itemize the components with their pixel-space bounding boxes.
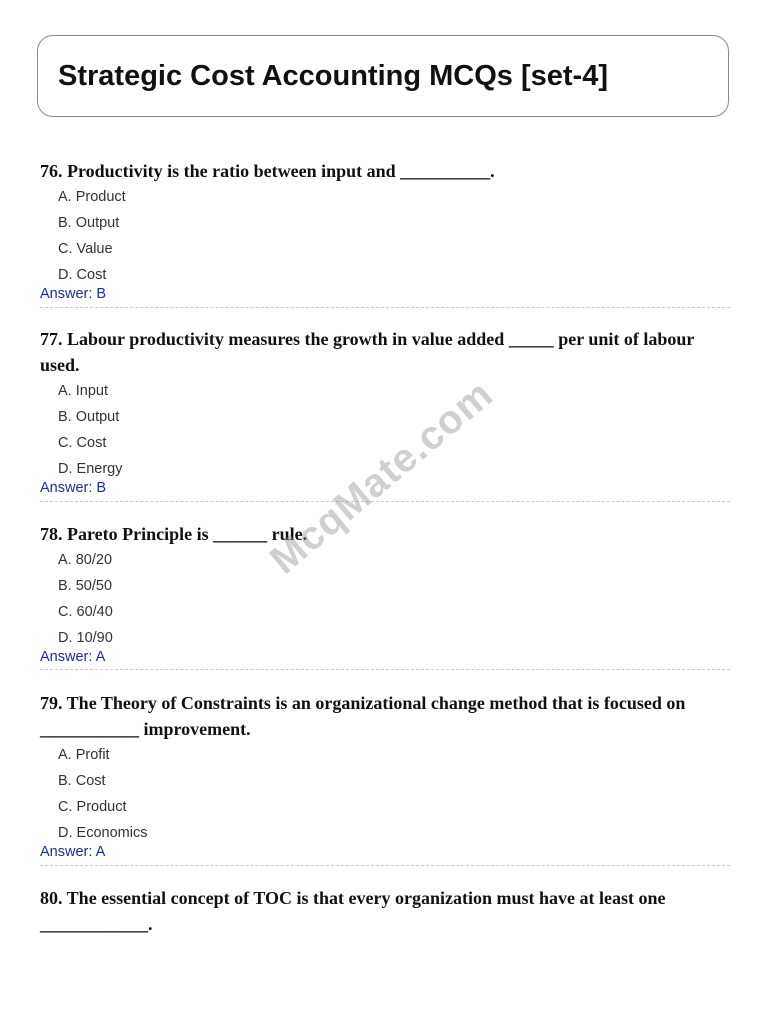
option: C. 60/40: [58, 604, 113, 620]
answer: Answer: B: [40, 286, 107, 302]
option: B. Output: [58, 409, 120, 425]
option: C. Cost: [58, 435, 107, 451]
option: A. Product: [58, 189, 126, 205]
option: A. Profit: [58, 747, 110, 763]
option: D. 10/90: [58, 630, 113, 646]
question-block: [40, 690, 730, 866]
page-title: Strategic Cost Accounting MCQs [set-4]: [58, 60, 608, 92]
option: D. Cost: [58, 267, 107, 283]
answer: Answer: A: [40, 649, 106, 665]
question-block: [40, 521, 730, 670]
option: D. Economics: [58, 825, 148, 841]
watermark: McqMate.com: [262, 371, 502, 583]
option: C. Product: [58, 799, 127, 815]
answer: Answer: A: [40, 844, 106, 860]
question-text: 76. Productivity is the ratio between input and __________.: [40, 161, 495, 181]
question-text: 77. Labour productivity measures the growth in value added _____ per unit of labour used.: [40, 329, 695, 375]
question-block: [40, 885, 730, 945]
option: A. Input: [58, 383, 108, 399]
question-text: 80. The essential concept of TOC is that every organization must have at least one ____________.: [40, 888, 666, 934]
question-block: [40, 158, 730, 308]
answer: Answer: B: [40, 480, 107, 496]
option: C. Value: [58, 241, 113, 257]
question-text: 78. Pareto Principle is ______ rule.: [40, 524, 308, 544]
question-block: [40, 326, 730, 502]
question-text: 79. The Theory of Constraints is an organizational change method that is focused on ___________ improvement.: [40, 693, 686, 739]
option: B. 50/50: [58, 578, 113, 594]
option: B. Cost: [58, 773, 106, 789]
option: B. Output: [58, 215, 120, 231]
option: D. Energy: [58, 461, 123, 477]
title-box: [37, 35, 729, 117]
option: A. 80/20: [58, 552, 113, 568]
